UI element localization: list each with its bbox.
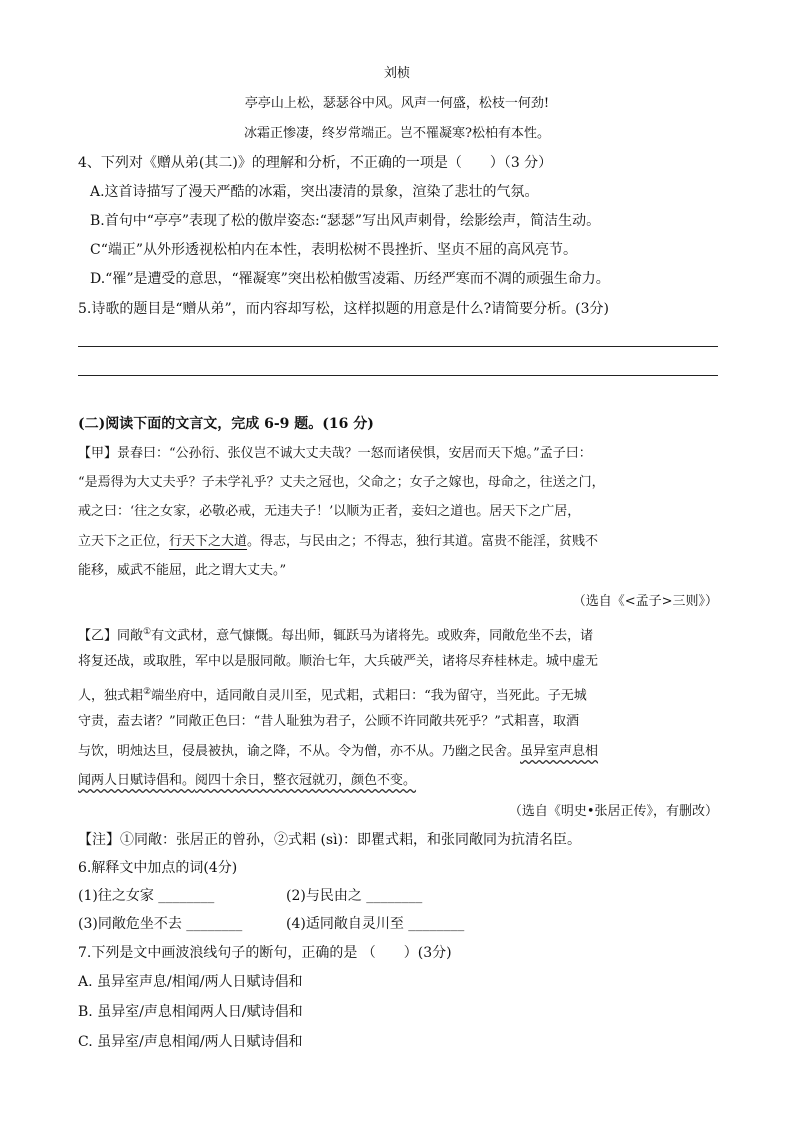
yi-wavy-sentence-part-3: 阅四十余日，整衣冠就刃，颜色不变。 (195, 773, 417, 788)
poem-author: 刘桢 (383, 66, 410, 81)
q5-stem: 5.诗歌的题目是“赠从弟”，而内容却写松，这样拟题的用意是什么?请简要分析。(3分) (78, 301, 610, 317)
footnote-marker-2: ② (143, 687, 152, 697)
yi-line-5 (78, 742, 598, 762)
q6-stem: 6.解释文中加点的词(4分) (78, 860, 238, 876)
section-2-heading: (二)阅读下面的文言文，完成 6-9 题。(16 分) (78, 416, 374, 432)
jia-source: （选自《<孟子>三则》） (572, 594, 718, 609)
jia-line-4 (78, 532, 598, 552)
yi-line-3-start: 人，独式耜 (78, 688, 144, 704)
jia-line-1: 【甲】景春曰：“公孙衍、张仪岂不诚大丈夫哉？一怒而诸侯惧，安居而天下熄。”孟子曰： (78, 446, 592, 461)
q6-item-2: (2)与民由之 ________ (286, 888, 423, 904)
q4-option-b: B.首句中“亭亭”表现了松的傲岸姿态:“瑟瑟”写出风声刺骨，绘影绘声，简洁生动。 (90, 213, 601, 229)
yi-line-4: 守责，盍去诸？”同敞正色曰：“昔人耻独为君子，公顾不许同敞共死乎？”式耜喜，取酒 (78, 714, 579, 729)
footnote-marker-1: ① (143, 627, 152, 637)
yi-line-1-start: 【乙】同敞 (78, 628, 144, 644)
yi-wavy-sentence-part-2: 闻两人日赋诗倡和。 (78, 773, 196, 788)
poem-line-2: 冰霜正惨凄，终岁常端正。岂不罹凝寒?松柏有本性。 (244, 126, 550, 141)
q7-option-b: B. 虽异室/声息相闻两人日/赋诗倡和 (78, 1004, 303, 1020)
poem-line-1: 亭亭山上松，瑟瑟谷中风。风声一何盛，松枝一何劲! (244, 96, 550, 111)
q6-item-3: (3)同敞危坐不去 ________ (78, 916, 243, 932)
jia-line-5: 能移，威武不能屈，此之谓大丈夫。” (78, 563, 287, 578)
yi-line-3 (78, 682, 587, 706)
q7-option-c: C. 虽异室/声息相闻/两人日赋诗倡和 (78, 1034, 303, 1050)
yi-line-6 (78, 771, 416, 791)
q4-option-c: C“端正”从外形透视松柏内在本性，表明松树不畏挫折、坚贞不屈的高风亮节。 (90, 242, 578, 258)
q4-option-d: D.“罹”是遭受的意思，“罹凝寒”突出松柏傲雪凌霜、历经严寒而不凋的顽强生命力。 (90, 271, 610, 287)
jia-line-4-end: 。得志，与民由之；不得志，独行其道。富贵不能淫，贫贱不 (247, 534, 599, 549)
footnote: 【注】①同敞：张居正的曾孙，②式耜 (sì)：即瞿式耜，和张同敞同为抗清名臣。 (78, 832, 582, 848)
jia-line-4-start: 立天下之正位， (78, 534, 170, 549)
yi-wavy-sentence-part-1: 虽异室声息相 (520, 744, 599, 759)
yi-line-1-end: 有文武材，意气慷慨。每出师，辄跃马为诸将先。或败奔，同敞危坐不去，诸 (151, 628, 594, 644)
q6-item-4: (4)适同敞自灵川至 ________ (286, 916, 465, 932)
jia-line-3: 戒之曰：‘往之女家，必敬必戒，无违夫子！’以顺为正者，妾妇之道也。居天下之广居， (78, 504, 581, 519)
q7-stem: 7.下列是文中画波浪线句子的断句，正确的是 （ ）(3分) (78, 945, 452, 961)
q4-option-a: A.这首诗描写了漫天严酷的冰霜，突出凄清的景象，渲染了悲壮的气氛。 (90, 184, 539, 200)
jia-line-2: “是焉得为大丈夫乎？子未学礼乎？丈夫之冠也，父命之；女子之嫁也，母命之，往送之门， (78, 475, 605, 490)
yi-line-2: 将复还战，或取胜，军中以是服同敞。顺治七年，大兵破严关，诸将尽弃桂林走。城中虚无 (78, 654, 599, 669)
q7-option-a: A. 虽异室声息/相闻/两人日赋诗倡和 (78, 974, 303, 990)
q6-item-1: (1)往之女家 ________ (78, 888, 215, 904)
jia-underlined-phrase: 行天下之大道 (169, 534, 248, 549)
q4-stem: 4、下列对《赠从弟(其二)》的理解和分析，不正确的一项是（ ）（3 分） (78, 155, 553, 171)
yi-line-5-start: 与饮，明烛达旦，侵晨被执，谕之降，不从。令为僧，亦不从。乃幽之民舍。 (78, 744, 521, 759)
yi-source: （选自《明史•张居正传》，有删改） (508, 804, 718, 819)
yi-line-1 (78, 622, 593, 646)
answer-line-1 (78, 346, 718, 347)
answer-line-2 (78, 375, 718, 376)
yi-line-3-end: 端坐府中，适同敞自灵川至，见式耜，式耜曰：“我为留守，当死此。子无城 (151, 688, 587, 704)
